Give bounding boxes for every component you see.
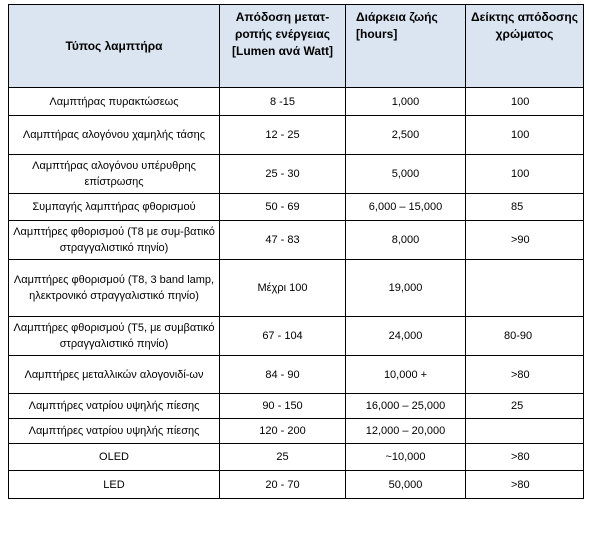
cell-lifetime: 19,000: [346, 260, 466, 317]
table-row: [9, 155, 584, 194]
cell-cri: [466, 419, 584, 444]
cell-cri: 85: [466, 194, 584, 221]
header-color-rendering-index: Δείκτης απόδοσης χρώματος: [466, 5, 584, 88]
cell-lamp-type: Λαμπτήρες νατρίου υψηλής πίεσης: [9, 419, 220, 444]
cell-lifetime: 1,000: [346, 88, 466, 116]
table-header: [9, 5, 584, 88]
cell-lifetime: 24,000: [346, 317, 466, 356]
cell-lifetime: 2,500: [346, 116, 466, 155]
cell-lamp-type: Λαμπτήρες φθορισμού (T8, 3 band lamp, ηλεκτρονικό στραγγαλιστικό πηνίο): [9, 260, 220, 317]
cell-cri: >80: [466, 471, 584, 499]
table-row: [9, 194, 584, 221]
cell-lifetime: 10,000 +: [346, 356, 466, 394]
table-row: [9, 394, 584, 419]
cell-efficiency: 25 - 30: [220, 155, 346, 194]
cell-lamp-type: Λαμπτήρες μεταλλικών αλογονιδί-ων: [9, 356, 220, 394]
cell-lifetime: ~10,000: [346, 444, 466, 471]
table-body: [9, 88, 584, 499]
cell-cri: 100: [466, 155, 584, 194]
cell-lamp-type: Λαμπτήρας αλογόνου υπέρυθρης επίστρωσης: [9, 155, 220, 194]
cell-lifetime: 6,000 – 15,000: [346, 194, 466, 221]
table-row: [9, 221, 584, 260]
lamp-comparison-table: [8, 4, 584, 499]
cell-cri: [466, 260, 584, 317]
cell-cri: 80-90: [466, 317, 584, 356]
header-lamp-type: Τύπος λαμπτήρα: [9, 5, 220, 88]
cell-efficiency: 20 - 70: [220, 471, 346, 499]
cell-lamp-type: Λαμπτήρες νατρίου υψηλής πίεσης: [9, 394, 220, 419]
header-row: [9, 5, 584, 88]
cell-efficiency: 47 - 83: [220, 221, 346, 260]
table-row: [9, 317, 584, 356]
cell-lifetime: 8,000: [346, 221, 466, 260]
cell-cri: >80: [466, 356, 584, 394]
cell-cri: 100: [466, 116, 584, 155]
cell-cri: 25: [466, 394, 584, 419]
cell-cri: >80: [466, 444, 584, 471]
document-page: [8, 4, 583, 499]
table-row: [9, 471, 584, 499]
table-row: [9, 444, 584, 471]
table-row: [9, 419, 584, 444]
cell-lamp-type: Λαμπτήρας πυρακτώσεως: [9, 88, 220, 116]
cell-efficiency: 25: [220, 444, 346, 471]
table-row: [9, 356, 584, 394]
cell-lifetime: 12,000 – 20,000: [346, 419, 466, 444]
cell-lifetime: 16,000 – 25,000: [346, 394, 466, 419]
cell-efficiency: 90 - 150: [220, 394, 346, 419]
table-row: [9, 116, 584, 155]
cell-lamp-type: Λαμπτήρες φθορισμού (T5, με συμβατικό στραγγαλιστικό πηνίο): [9, 317, 220, 356]
cell-efficiency: 84 - 90: [220, 356, 346, 394]
cell-efficiency: 50 - 69: [220, 194, 346, 221]
table-row: [9, 260, 584, 317]
table-row: [9, 88, 584, 116]
cell-cri: >90: [466, 221, 584, 260]
cell-lamp-type: OLED: [9, 444, 220, 471]
cell-lifetime: 50,000: [346, 471, 466, 499]
cell-efficiency: 8 -15: [220, 88, 346, 116]
cell-lamp-type: Λαμπτήρες φθορισμού (T8 με συμ-βατικό στραγγαλιστικό πηνίο): [9, 221, 220, 260]
cell-lamp-type: LED: [9, 471, 220, 499]
header-efficiency: Απόδοση μετατ-ροπής ενέργειας [Lumen ανά Watt]: [220, 5, 346, 88]
header-lifetime: Διάρκεια ζωής [hours]: [346, 5, 466, 88]
cell-efficiency: 12 - 25: [220, 116, 346, 155]
cell-efficiency: Μέχρι 100: [220, 260, 346, 317]
cell-lamp-type: Συμπαγής λαμπτήρας φθορισμού: [9, 194, 220, 221]
cell-efficiency: 120 - 200: [220, 419, 346, 444]
cell-efficiency: 67 - 104: [220, 317, 346, 356]
cell-cri: 100: [466, 88, 584, 116]
cell-lifetime: 5,000: [346, 155, 466, 194]
cell-lamp-type: Λαμπτήρας αλογόνου χαμηλής τάσης: [9, 116, 220, 155]
